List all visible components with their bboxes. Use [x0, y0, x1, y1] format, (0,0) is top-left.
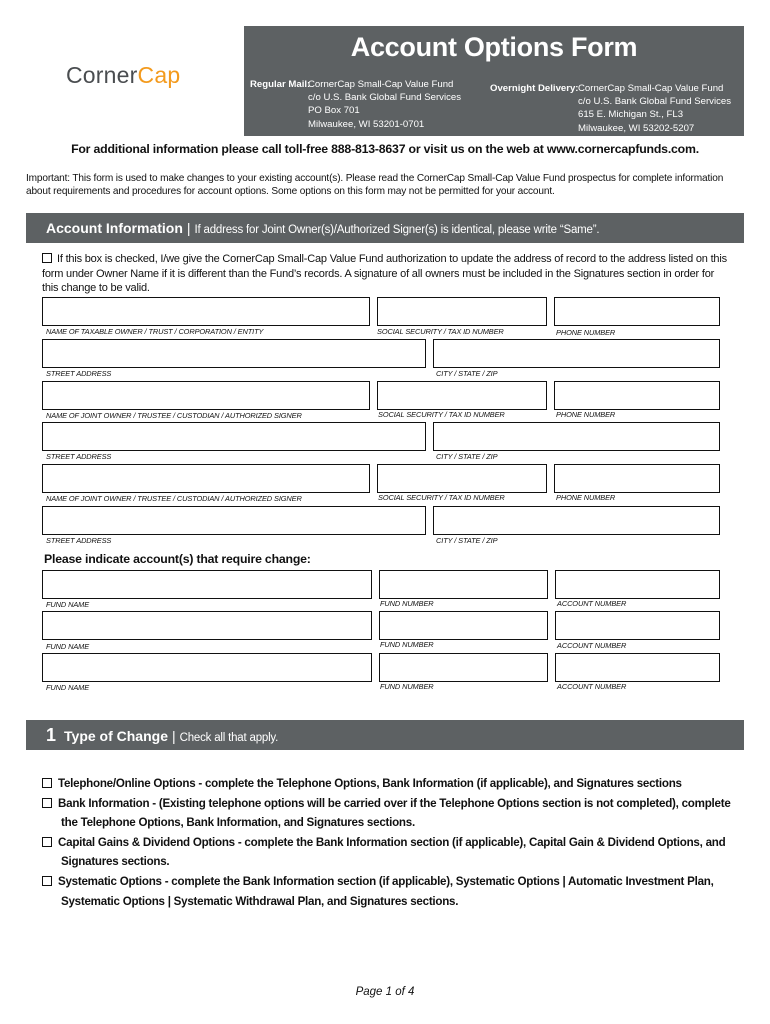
fund-number-1-field[interactable]: [379, 570, 548, 599]
accounts-title: Please indicate account(s) that require change:: [44, 552, 311, 566]
account-number-3-field[interactable]: [555, 653, 720, 682]
option-capital-gains-dividend[interactable]: [42, 833, 742, 872]
joint-owner-1-phone-field[interactable]: [554, 381, 720, 410]
joint-owner-2-name-field[interactable]: [42, 464, 370, 493]
option-checkbox[interactable]: [42, 876, 52, 886]
cornercap-logo: [66, 62, 180, 89]
fund-name-3-field[interactable]: [42, 653, 372, 682]
type-of-change-heading: [46, 725, 278, 746]
account-number-3-label: ACCOUNT NUMBER: [557, 682, 627, 691]
option-telephone-online[interactable]: [42, 774, 742, 794]
overnight-delivery-address: [578, 82, 731, 135]
type-of-change-bar: [26, 720, 744, 750]
joint-owner-1-name-field[interactable]: [42, 381, 370, 410]
option-bank-information[interactable]: [42, 794, 742, 833]
important-notice: Important: This form is used to make changes to your existing account(s). Please read the CornerCap Small-Cap Value Fund prospectus for complete information about requirements and procedures for account options. Some options on this form may not be permitted for your account.: [26, 173, 724, 198]
joint-owner-1-name-label: NAME OF JOINT OWNER / TRUSTEE / CUSTODIAN / AUTHORIZED SIGNER: [46, 411, 302, 420]
section-number: 1: [46, 725, 57, 745]
account-information-title: Account Information: [46, 220, 183, 236]
owner-city-label: CITY / STATE / ZIP: [436, 369, 498, 378]
overnight-delivery-label: Overnight Delivery:: [490, 83, 579, 94]
owner-ssn-field[interactable]: [377, 297, 547, 326]
joint-owner-1-city-label: CITY / STATE / ZIP: [436, 452, 498, 461]
overnight-line: Milwaukee, WI 53202-5207: [578, 122, 695, 134]
fund-number-3-label: FUND NUMBER: [380, 682, 434, 691]
contact-line: For additional information please call toll-free 888-813-8637 or visit us on the web at www.cornercapfunds.com.: [71, 142, 699, 156]
fund-number-2-label: FUND NUMBER: [380, 640, 434, 649]
logo-cap: Cap: [137, 62, 181, 88]
option-checkbox[interactable]: [42, 778, 52, 788]
bar-separator: |: [186, 220, 191, 236]
regular-mail-address: [308, 78, 461, 131]
owner-name-field[interactable]: [42, 297, 370, 326]
joint-owner-2-name-label: NAME OF JOINT OWNER / TRUSTEE / CUSTODIAN / AUTHORIZED SIGNER: [46, 494, 302, 503]
account-number-1-field[interactable]: [555, 570, 720, 599]
account-number-2-label: ACCOUNT NUMBER: [557, 641, 627, 650]
option-checkbox[interactable]: [42, 798, 52, 808]
address-change-text: If this box is checked, I/we give the CornerCap Small-Cap Value Fund authorization to update the address of record to the address listed on this form under Owner Name if it is different than the Fund’s records. A signature of all owners must be included in the Signatures section in order for this change to be valid.: [42, 253, 727, 295]
joint-owner-2-street-label: STREET ADDRESS: [46, 536, 112, 545]
owner-city-field[interactable]: [433, 339, 720, 368]
bar-separator: |: [171, 728, 176, 744]
option-text: Bank Information - (Existing telephone options will be carried over if the Telephone Options section is not completed), complete the Telephone Options, Bank Information, and Signatures sections.: [58, 796, 731, 830]
joint-owner-2-phone-field[interactable]: [554, 464, 720, 493]
address-change-checkbox[interactable]: [42, 253, 52, 263]
fund-number-3-field[interactable]: [379, 653, 548, 682]
joint-owner-1-phone-label: PHONE NUMBER: [556, 410, 616, 419]
option-systematic[interactable]: [42, 872, 742, 911]
option-text: Telephone/Online Options - complete the Telephone Options, Bank Information (if applicable), and Signatures sections: [58, 777, 682, 790]
page-number: Page 1 of 4: [355, 986, 415, 998]
fund-name-1-field[interactable]: [42, 570, 372, 599]
overnight-line: c/o U.S. Bank Global Fund Services: [578, 96, 732, 108]
owner-phone-field[interactable]: [554, 297, 720, 326]
joint-owner-2-ssn-label: SOCIAL SECURITY / TAX ID NUMBER: [378, 493, 505, 502]
account-number-1-label: ACCOUNT NUMBER: [557, 599, 627, 608]
logo-corner: Corner: [66, 62, 138, 88]
joint-owner-1-ssn-field[interactable]: [377, 381, 547, 410]
overnight-line: CornerCap Small-Cap Value Fund: [578, 83, 724, 94]
type-of-change-options: [42, 774, 742, 911]
header-box: [244, 26, 744, 136]
owner-name-label: NAME OF TAXABLE OWNER / TRUST / CORPORATION / ENTITY: [46, 327, 264, 336]
regular-mail-line: CornerCap Small-Cap Value Fund: [308, 79, 454, 90]
joint-owner-2-phone-label: PHONE NUMBER: [556, 493, 616, 502]
owner-street-label: STREET ADDRESS: [46, 369, 112, 378]
joint-owner-1-street-label: STREET ADDRESS: [46, 452, 112, 461]
owner-phone-label: PHONE NUMBER: [556, 328, 616, 337]
joint-owner-2-street-field[interactable]: [42, 506, 426, 535]
address-change-paragraph: [42, 252, 732, 296]
account-information-bar: [26, 213, 744, 243]
fund-name-1-label: FUND NAME: [46, 600, 90, 609]
fund-number-1-label: FUND NUMBER: [380, 599, 434, 608]
overnight-line: 615 E. Michigan St., FL3: [578, 109, 684, 121]
fund-name-2-field[interactable]: [42, 611, 372, 640]
regular-mail-line: c/o U.S. Bank Global Fund Services: [308, 92, 462, 104]
joint-owner-1-street-field[interactable]: [42, 422, 426, 451]
joint-owner-2-city-label: CITY / STATE / ZIP: [436, 536, 498, 545]
regular-mail-line: PO Box 701: [308, 105, 360, 117]
joint-owner-1-ssn-label: SOCIAL SECURITY / TAX ID NUMBER: [378, 410, 505, 419]
option-text: Capital Gains & Dividend Options - complete the Bank Information section (if applicable), Capital Gain & Dividend Options, and Signatures sections.: [58, 835, 726, 869]
option-checkbox[interactable]: [42, 837, 52, 847]
joint-owner-2-ssn-field[interactable]: [377, 464, 547, 493]
type-of-change-title: Type of Change: [64, 728, 168, 744]
owner-ssn-label: SOCIAL SECURITY / TAX ID NUMBER: [377, 327, 504, 336]
form-title: Account Options Form: [350, 32, 638, 62]
option-text: Systematic Options - complete the Bank Information section (if applicable), Systematic Options | Automatic Investment Plan, Systematic Options | Systematic Withdrawal Plan, and Signatures sections.: [58, 874, 714, 908]
joint-owner-1-city-field[interactable]: [433, 422, 720, 451]
owner-street-field[interactable]: [42, 339, 426, 368]
fund-name-3-label: FUND NAME: [46, 683, 90, 692]
joint-owner-2-city-field[interactable]: [433, 506, 720, 535]
fund-name-2-label: FUND NAME: [46, 642, 90, 651]
fund-number-2-field[interactable]: [379, 611, 548, 640]
account-information-heading: [46, 220, 599, 236]
account-number-2-field[interactable]: [555, 611, 720, 640]
regular-mail-line: Milwaukee, WI 53201-0701: [308, 118, 425, 130]
account-information-note: If address for Joint Owner(s)/Authorized Signer(s) is identical, please write “Same”.: [194, 224, 600, 236]
type-of-change-note: Check all that apply.: [179, 732, 279, 744]
regular-mail-label: Regular Mail:: [250, 79, 311, 90]
